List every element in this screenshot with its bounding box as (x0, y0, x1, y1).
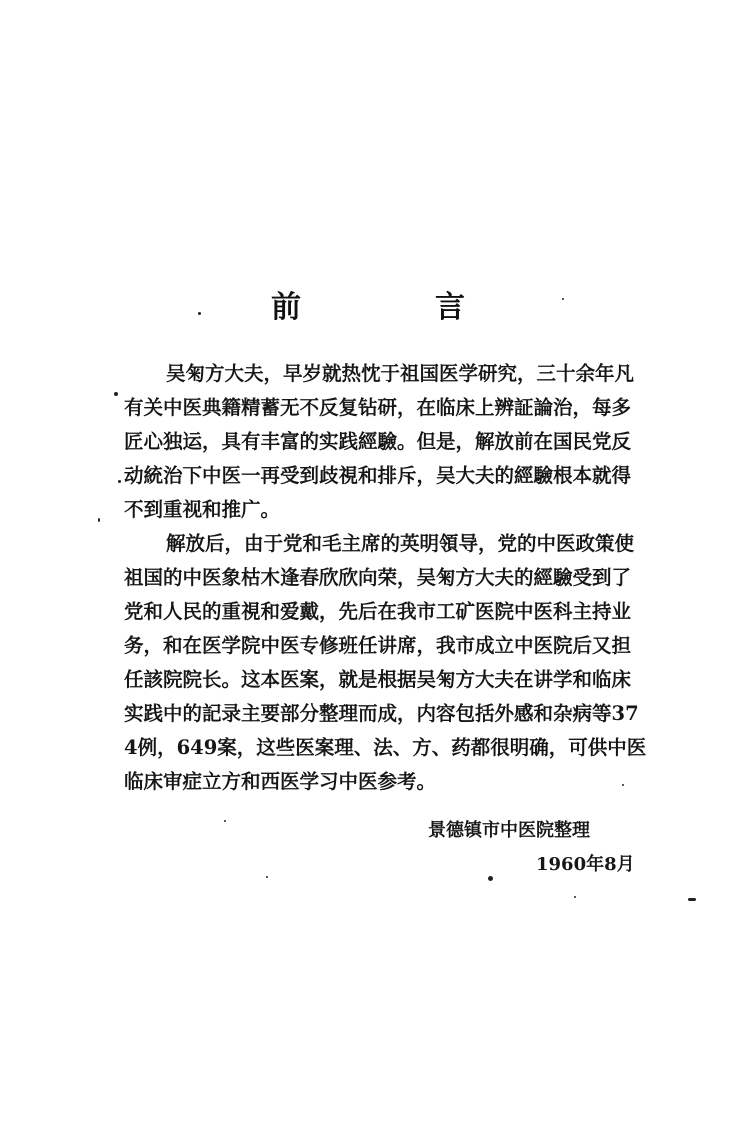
scan-speck (198, 312, 201, 315)
paragraph-2 (124, 527, 690, 799)
scan-speck (118, 480, 121, 483)
paragraph-1 (124, 357, 690, 527)
text-line: 务，和在医学院中医专修班任讲席，我市成立中医院后又担 (124, 634, 632, 657)
text-line: 吴匊方大夫，早岁就热忱于祖国医学研究，三十余年凡 (166, 362, 635, 385)
scan-speck (266, 876, 268, 878)
text-line: 实践中的記录主要部分整理而成，内容包括外感和杂病等37 (124, 702, 639, 725)
scan-speck (574, 896, 576, 898)
text-line: 动統治下中医一再受到歧視和排斥，吴大夫的經驗根本就得 (124, 464, 632, 487)
scan-speck (622, 784, 624, 786)
scan-speck (98, 518, 100, 522)
text-line: 解放后，由于党和毛主席的英明領导，党的中医政策使 (166, 532, 635, 555)
text-line: 党和人民的重視和爱戴，先后在我市工矿医院中医科主持业 (124, 600, 632, 623)
page-title: 前 言 (271, 290, 517, 325)
signature: 景德镇市中医院整理 (428, 820, 590, 841)
text-line: 4例，649案，这些医案理、法、方、药都很明确，可供中医 (124, 736, 647, 759)
text-line: 匠心独运，具有丰富的实践經驗。但是，解放前在国民党反 (124, 430, 632, 453)
date: 1960年8月 (536, 854, 635, 875)
scan-speck (688, 898, 696, 901)
scan-speck (224, 820, 226, 822)
text-line: 不到重视和推广。 (124, 498, 281, 521)
text-line: 有关中医典籍精蓄无不反复钻研，在临床上辨証論治，每多 (124, 396, 632, 419)
scan-speck (562, 298, 564, 300)
scan-speck (488, 876, 493, 881)
scan-speck (114, 392, 118, 396)
text-line: 临床审症立方和西医学习中医参考。 (124, 770, 437, 793)
text-line: 任該院院长。这本医案，就是根据吴匊方大夫在讲学和临床 (124, 668, 632, 691)
text-line: 祖国的中医象枯木逢春欣欣向荣，吴匊方大夫的經驗受到了 (124, 566, 632, 589)
preface-body (124, 357, 690, 799)
